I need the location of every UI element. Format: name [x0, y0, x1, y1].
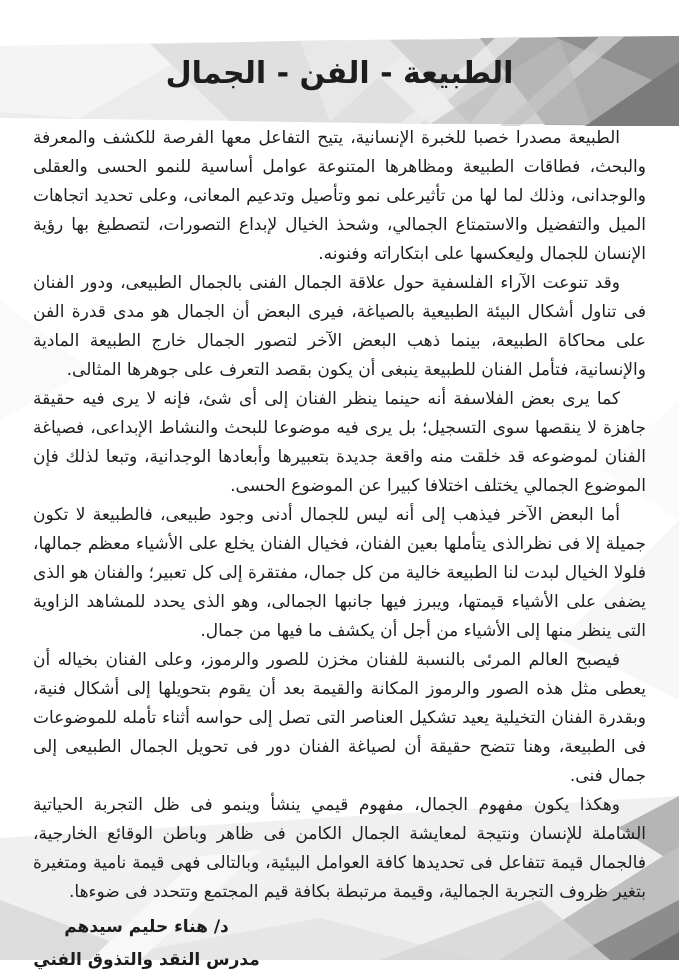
- signature-block: [29, 911, 264, 977]
- paragraph-5: فيصبح العالم المرئى بالنسبة للفنان مخزن للصور والرموز، وعلى الفنان بخياله أن يعطى مثل هذه الصور والرموز المكانة والقيمة بعد أن يقوم بتحويلها إلى أشكال فنية، وبقدرة الفنان التخيلية يعيد تشكيل العناصر التى تصل إلى حواسه أثناء تأمله للموضوعات فى الطبيعة، وهنا تتضح حقيقة أن لصياغة الفنان دور فى تحويل الجمال الطبيعى إلى جمال فنى.: [33, 650, 646, 786]
- paragraph-2: وقد تنوعت الآراء الفلسفية حول علاقة الجمال الفنى بالجمال الطبيعى، ودور الفنان فى تناول أشكال البيئة الطبيعية بالصياغة، فيرى البعض أن الجمال هو مدى قدرة الفن على محاكاة الطبيعة، بينما ذهب البعض الآخر لتصور الجمال خارج الطبيعة المادية والإنسانية، فتأمل الفنان للطبيعة ينبغى أن يكون بقصد التعرف على جوهرها المثالى.: [33, 273, 646, 380]
- paragraph-4: أما البعض الآخر فيذهب إلى أنه ليس للجمال أدنى وجود طبيعى، فالطبيعة لا تكون جميلة إلا فى نظرالذى يتأملها بعين الفنان، فخيال الفنان يخلع على الأشياء معظم جمالها، فلولا الخيال لبدت لنا الطبيعة خالية من كل جمال، مفتقرة إلى كل تعبير؛ والفنان هو الذى يضفى على الأشياء قيمتها، ويبرز فيها جانبها الجمالى، وهو الذى يحدد للمشاهد الزاوية التى ينظر منها إلى الأشياء من أجل أن يكشف ما فيها من جمال.: [33, 505, 646, 641]
- page-title: الطبيعة - الفن - الجمال: [165, 56, 514, 91]
- document-body: [0, 124, 679, 907]
- paragraph-3: كما يرى بعض الفلاسفة أنه حينما ينظر الفنان إلى أى شئ، فإنه لا يرى فيه حقيقة جاهزة لا ينقصها سوى التسجيل؛ بل يرى فيه موضوعا للبحث والنشاط الإبداعى، فصياغة الفنان لموضوعه قد خلقت منه واقعة جديدة بتعبيرها وأبعادها الوجدانية، وتبعا لذلك فإن الموضوع الجمالي يختلف اختلافا كبيرا عن الموضوع الحسى.: [33, 389, 646, 496]
- paragraph-1: الطبيعة مصدرا خصبا للخبرة الإنسانية، يتيح التفاعل معها الفرصة للكشف والمعرفة والبحث، فطاقات الطبيعة ومظاهرها المتنوعة عوامل أساسية للنمو الحسى والعقلى والوجدانى، وذلك لما لها من تأثيرعلى نمو وتأصيل وتدعيم المعانى، وعلى تحديد اتجاهات الميل والتفضيل والاستمتاع الجمالي، وشحذ الخيال لإبداع التصورات، لتصطبغ بها رؤية الإنسان للجمال وليعكسها على ابتكاراته وفنونه.: [33, 128, 646, 264]
- signature-name: د/ هناء حليم سيدهم: [64, 917, 229, 937]
- paragraph-6: وهكذا يكون مفهوم الجمال، مفهوم قيمي ينشأ وينمو فى ظل التجربة الحياتية الشاملة للإنسان ونتيجة لمعايشة الجمال الكامن فى ظاهر وباطن الوقائع الخارجية، فالجمال قيمة تتفاعل فى تحديدها كافة العوامل البيئية، وبالتالى فهى قيمة نامية ومتغيرة بتغير ظروف التجربة الجمالية، وقيمة مرتبطة بكافة قيم المجتمع وتتحدد فى ضوءها.: [33, 795, 646, 902]
- signature-role: مدرس النقد والتذوق الفني: [33, 950, 260, 970]
